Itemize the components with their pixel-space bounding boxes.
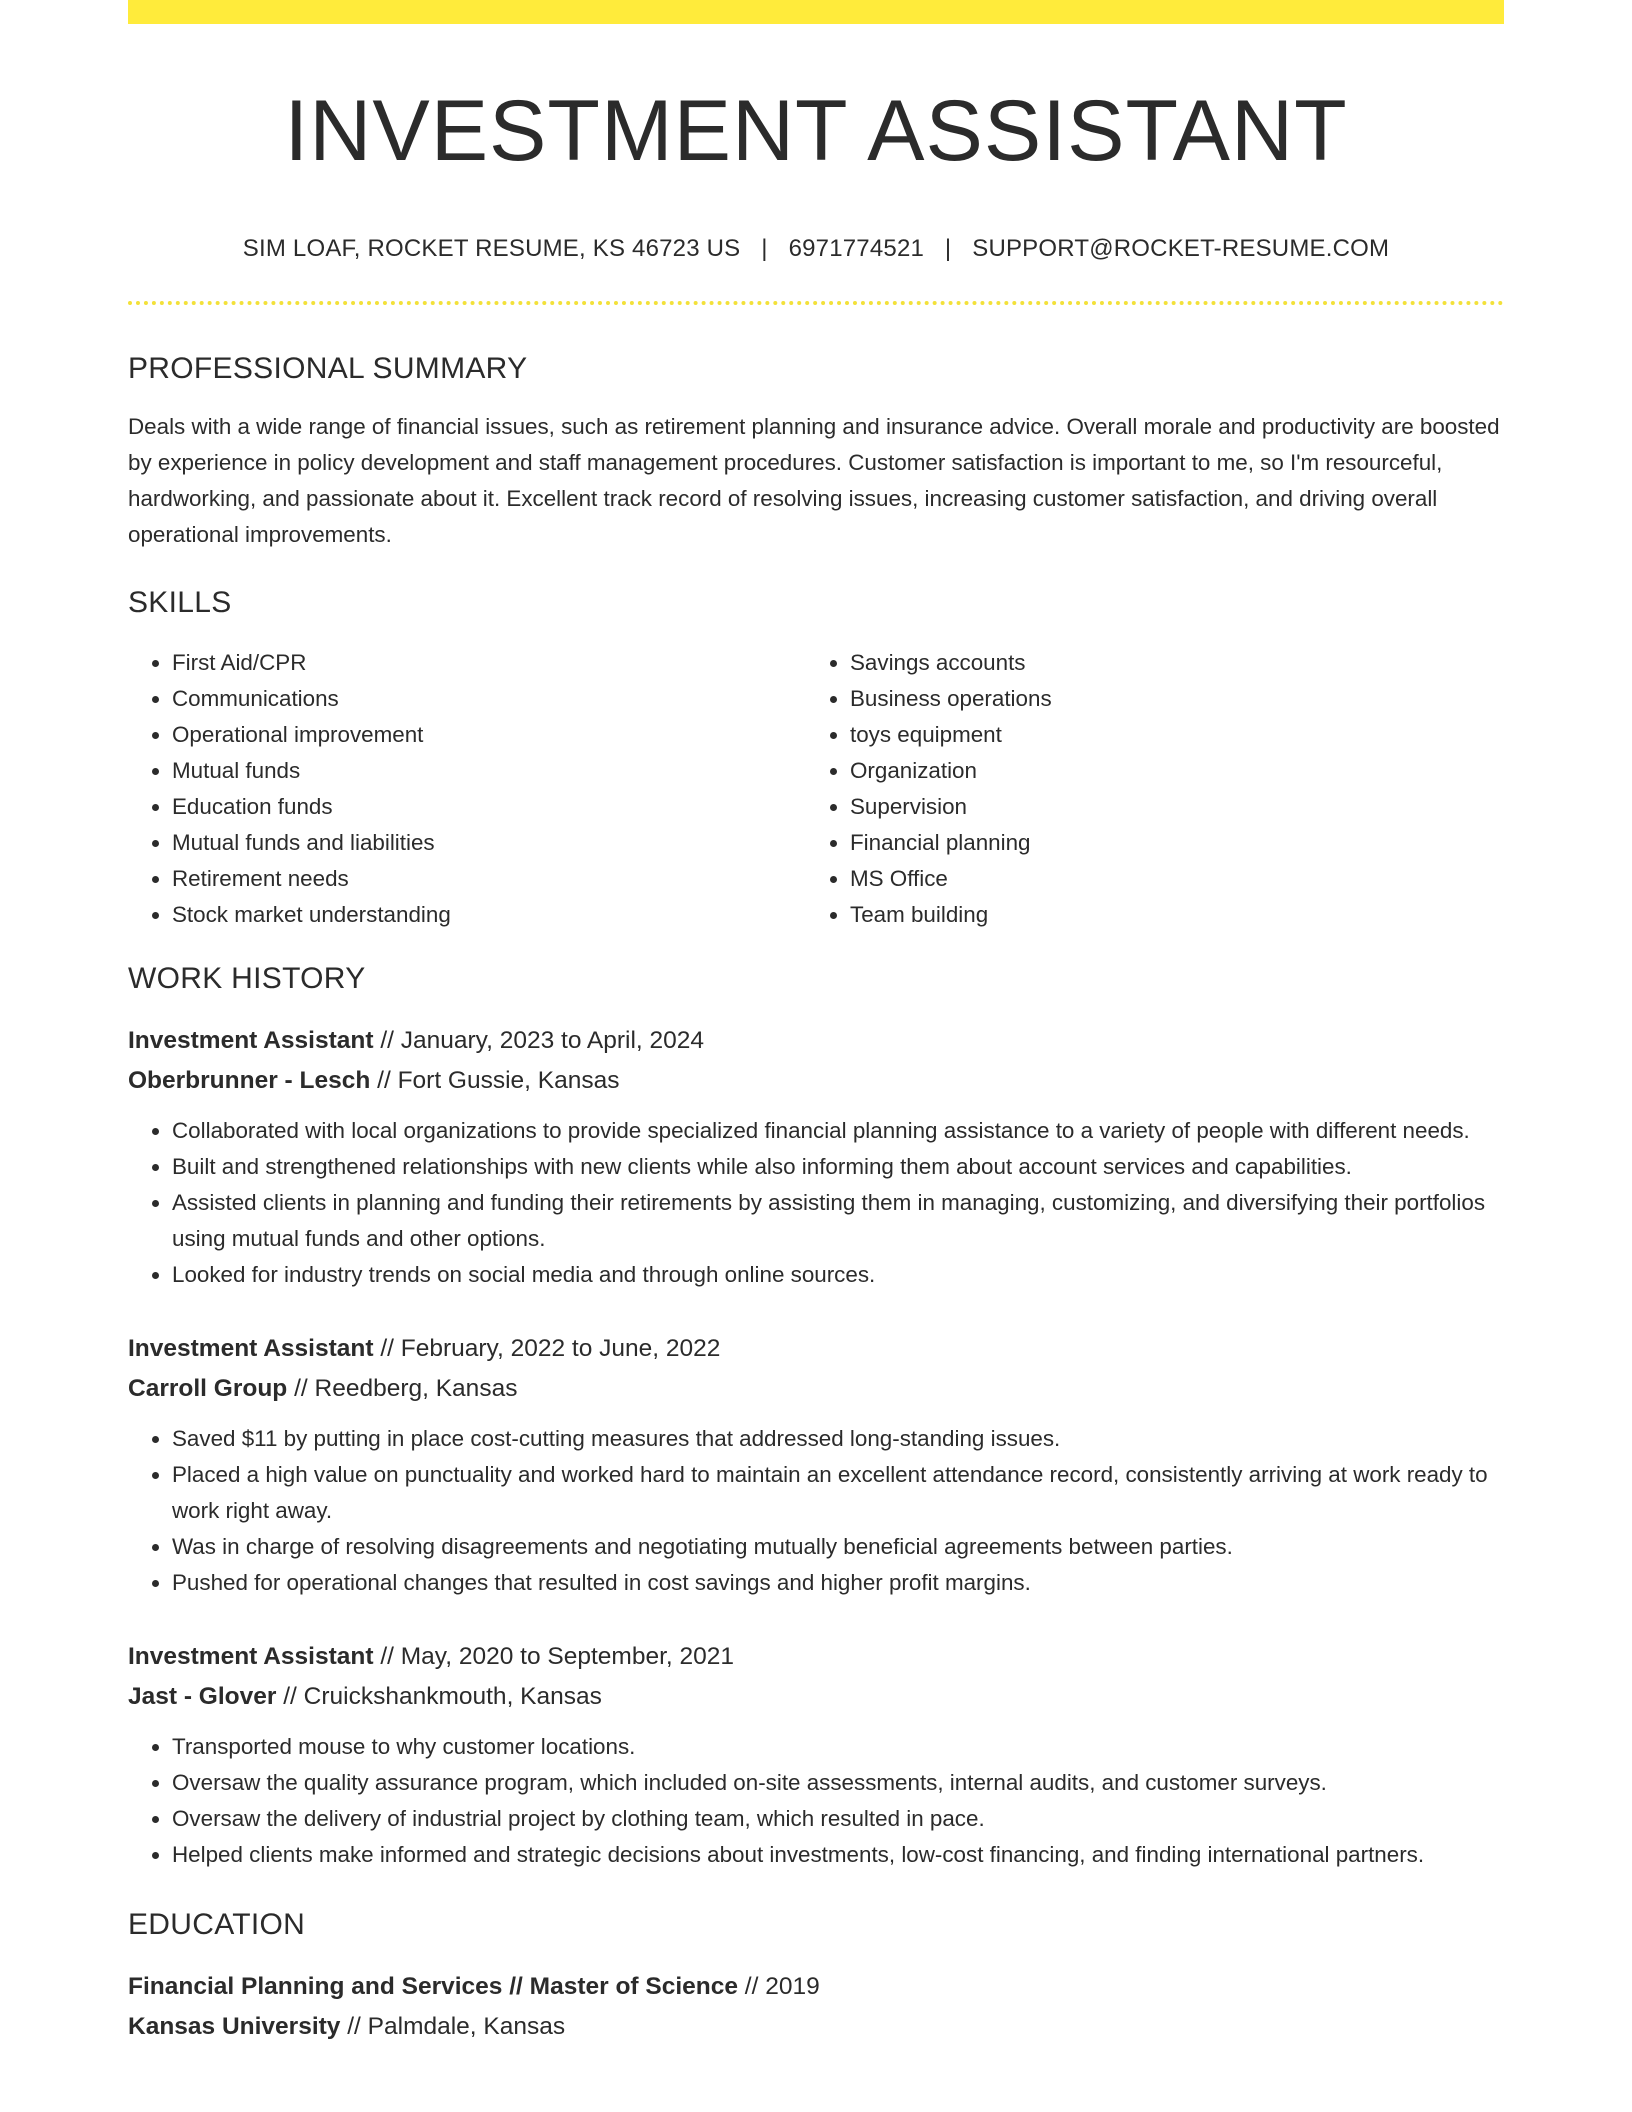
skill-item: • Savings accounts [850, 645, 1484, 681]
contact-address: SIM LOAF, ROCKET RESUME, KS 46723 US [242, 234, 741, 262]
contact-phone: 6971774521 [788, 234, 925, 262]
skill-item: • toys equipment [850, 717, 1484, 753]
job-bullet: • Was in charge of resolving disagreements and negotiating mutually beneficial agreements between parties. [172, 1529, 1504, 1565]
job-bullets [128, 1113, 1504, 1293]
skills-heading: SKILLS [128, 585, 232, 619]
job-title-line [128, 1329, 1504, 1369]
accent-top-bar [128, 0, 1504, 24]
education-separator: // [340, 2012, 368, 2040]
job-separator: // [373, 1334, 401, 1362]
contact-line [128, 235, 1504, 264]
job-dates: May, 2020 to September, 2021 [400, 1642, 735, 1670]
job-entry [128, 1021, 1504, 1293]
contact-email: SUPPORT@ROCKET-RESUME.COM [972, 234, 1390, 262]
summary-text: Deals with a wide range of financial issues, such as retirement planning and insurance advice. Overall morale and productivity are boosted by experience in policy development and staff management procedures. Customer satisfaction is important to me, so I'm resourceful, hardworking, and passionate about it. Excellent track record of resolving issues, increasing customer satisfaction, and driving overall operational improvements. [128, 413, 1500, 547]
skill-item: • Education funds [172, 789, 806, 825]
job-bullet: • Pushed for operational changes that resulted in cost savings and higher profit margins. [172, 1565, 1504, 1601]
job-entry [128, 1637, 1504, 1873]
job-title-line [128, 1021, 1504, 1061]
skill-item: • Organization [850, 753, 1484, 789]
job-separator: // [287, 1374, 315, 1402]
job-bullet: • Saved $11 by putting in place cost-cutting measures that addressed long-standing issues. [172, 1421, 1504, 1457]
job-bullet: • Assisted clients in planning and funding their retirements by assisting them in managing, customizing, and diversifying their portfolios using mutual funds and other options. [172, 1185, 1504, 1257]
job-separator: // [373, 1642, 401, 1670]
job-bullet: • Built and strengthened relationships with new clients while also informing them about account services and capabilities. [172, 1149, 1504, 1185]
job-title-line [128, 1637, 1504, 1677]
job-location: Fort Gussie, Kansas [397, 1066, 620, 1094]
skill-item: • Stock market understanding [172, 897, 806, 933]
job-company: Jast - Glover [128, 1682, 277, 1710]
skill-item: • Operational improvement [172, 717, 806, 753]
skill-item: • Mutual funds [172, 753, 806, 789]
job-company: Oberbrunner - Lesch [128, 1066, 371, 1094]
skill-item: • Financial planning [850, 825, 1484, 861]
job-company-line [128, 1061, 1504, 1101]
skills-column-right [806, 645, 1484, 933]
education-year: 2019 [765, 1972, 820, 2000]
skill-item: • Communications [172, 681, 806, 717]
skill-item: • Supervision [850, 789, 1484, 825]
skill-item: • First Aid/CPR [172, 645, 806, 681]
skill-item: • Business operations [850, 681, 1484, 717]
job-company: Carroll Group [128, 1374, 288, 1402]
education-degree: Financial Planning and Services // Master of Science [128, 1972, 738, 2000]
job-bullet: • Oversaw the quality assurance program, which included on-site assessments, internal audits, and customer surveys. [172, 1765, 1504, 1801]
skills-column-left [128, 645, 806, 933]
job-bullet: • Oversaw the delivery of industrial project by clothing team, which resulted in pace. [172, 1801, 1504, 1837]
resume-page [128, 0, 1504, 2047]
job-bullet: • Looked for industry trends on social media and through online sources. [172, 1257, 1504, 1293]
education-school-line [128, 2007, 1504, 2047]
education-heading: EDUCATION [128, 1907, 306, 1941]
education-school: Kansas University [128, 2012, 341, 2040]
summary-heading: PROFESSIONAL SUMMARY [128, 351, 528, 385]
dotted-divider [128, 301, 1504, 305]
skill-item: • Team building [850, 897, 1484, 933]
job-location: Reedberg, Kansas [314, 1374, 518, 1402]
skill-item: • MS Office [850, 861, 1484, 897]
job-bullets [128, 1729, 1504, 1873]
contact-separator: | [944, 234, 952, 262]
education-degree-line [128, 1967, 1504, 2007]
job-title: Investment Assistant [128, 1334, 374, 1362]
education-entry [128, 1967, 1504, 2047]
job-bullet: • Helped clients make informed and strategic decisions about investments, low-cost financing, and finding international partners. [172, 1837, 1504, 1873]
contact-separator: | [761, 234, 768, 262]
job-location: Cruickshankmouth, Kansas [303, 1682, 602, 1710]
job-separator: // [373, 1026, 401, 1054]
job-title: Investment Assistant [128, 1642, 374, 1670]
job-title: Investment Assistant [128, 1026, 374, 1054]
skill-item: • Mutual funds and liabilities [172, 825, 806, 861]
resume-title: INVESTMENT ASSISTANT [284, 83, 1348, 179]
work-history-heading: WORK HISTORY [128, 961, 366, 995]
education-location: Palmdale, Kansas [367, 2012, 566, 2040]
job-bullets [128, 1421, 1504, 1601]
job-separator: // [370, 1066, 398, 1094]
skill-item: • Retirement needs [172, 861, 806, 897]
job-separator: // [276, 1682, 304, 1710]
education-separator: // [738, 1972, 766, 2000]
skills-list [128, 645, 1504, 933]
job-dates: February, 2022 to June, 2022 [400, 1334, 721, 1362]
job-bullet: • Transported mouse to why customer locations. [172, 1729, 1504, 1765]
job-entry [128, 1329, 1504, 1601]
job-bullet: • Placed a high value on punctuality and worked hard to maintain an excellent attendance record, consistently arriving at work ready to work right away. [172, 1457, 1504, 1529]
job-company-line [128, 1369, 1504, 1409]
job-company-line [128, 1677, 1504, 1717]
job-bullet: • Collaborated with local organizations to provide specialized financial planning assistance to a variety of people with different needs. [172, 1113, 1504, 1149]
job-dates: January, 2023 to April, 2024 [400, 1026, 705, 1054]
